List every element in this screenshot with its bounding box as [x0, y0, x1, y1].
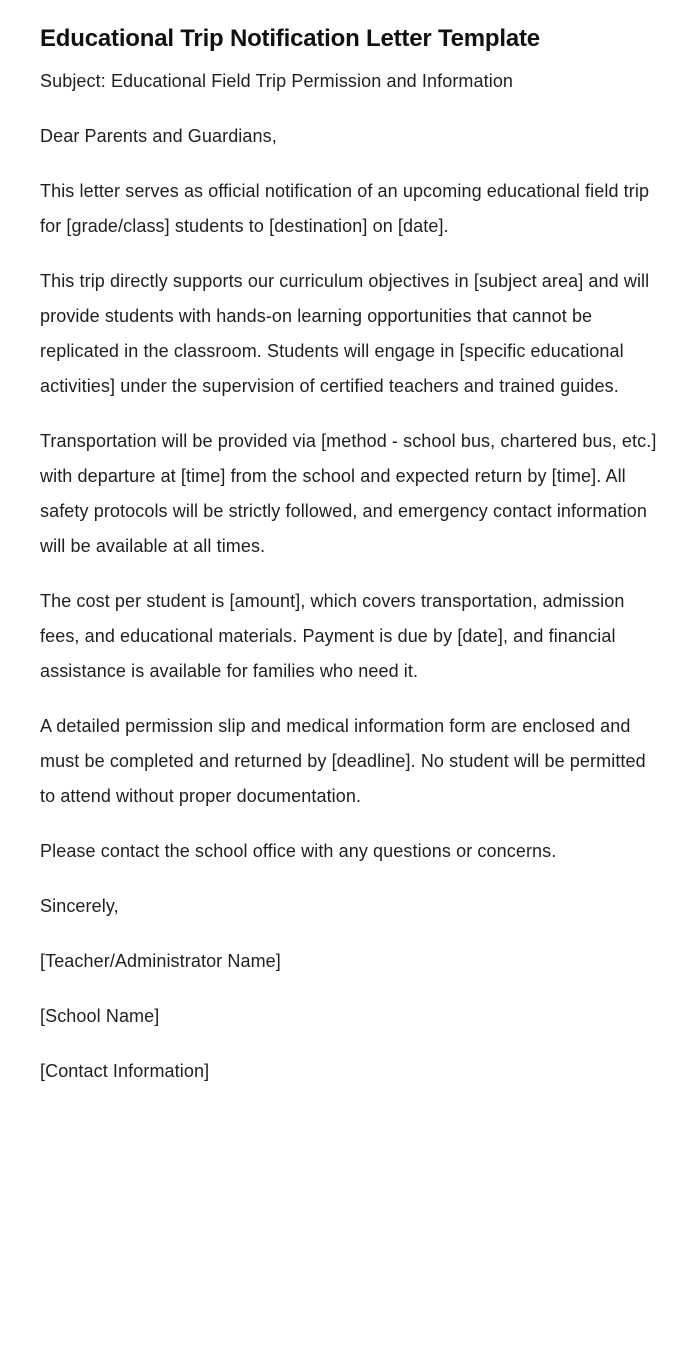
closing: Sincerely, — [40, 896, 119, 916]
page-title: Educational Trip Notification Letter Template — [40, 25, 540, 52]
subject-line: Subject: Educational Field Trip Permission and Information — [40, 71, 514, 91]
body-paragraph-permission-slip: A detailed permission slip and medical information form are enclosed and must be completed and returned by [deadline]. No student will be permitted to attend without proper documentation. — [40, 716, 646, 806]
signature-name: [Teacher/Administrator Name] — [40, 951, 281, 971]
signature-contact: [Contact Information] — [40, 1061, 210, 1081]
body-paragraph-curriculum: This trip directly supports our curriculum objectives in [subject area] and will provide students with hands-on learning opportunities that cannot be replicated in the classroom. Students will engage in [specific educational activities] under the supervision of certified teachers and trained guides. — [40, 271, 650, 396]
body-paragraph-trip-notification: This letter serves as official notification of an upcoming educational field trip for [grade/class] students to [destination] on [date]. — [40, 181, 650, 236]
signature-school: [School Name] — [40, 1006, 160, 1026]
letter-body — [40, 64, 660, 1089]
body-paragraph-contact-office: Please contact the school office with any questions or concerns. — [40, 841, 557, 861]
body-paragraph-cost: The cost per student is [amount], which covers transportation, admission fees, and educational materials. Payment is due by [date], and financial assistance is available for families who need it. — [40, 591, 625, 681]
body-paragraph-transportation: Transportation will be provided via [method - school bus, chartered bus, etc.] with departure at [time] from the school and expected return by [time]. All safety protocols will be strictly followed, and emergency contact information will be available at all times. — [40, 431, 657, 556]
salutation: Dear Parents and Guardians, — [40, 126, 277, 146]
